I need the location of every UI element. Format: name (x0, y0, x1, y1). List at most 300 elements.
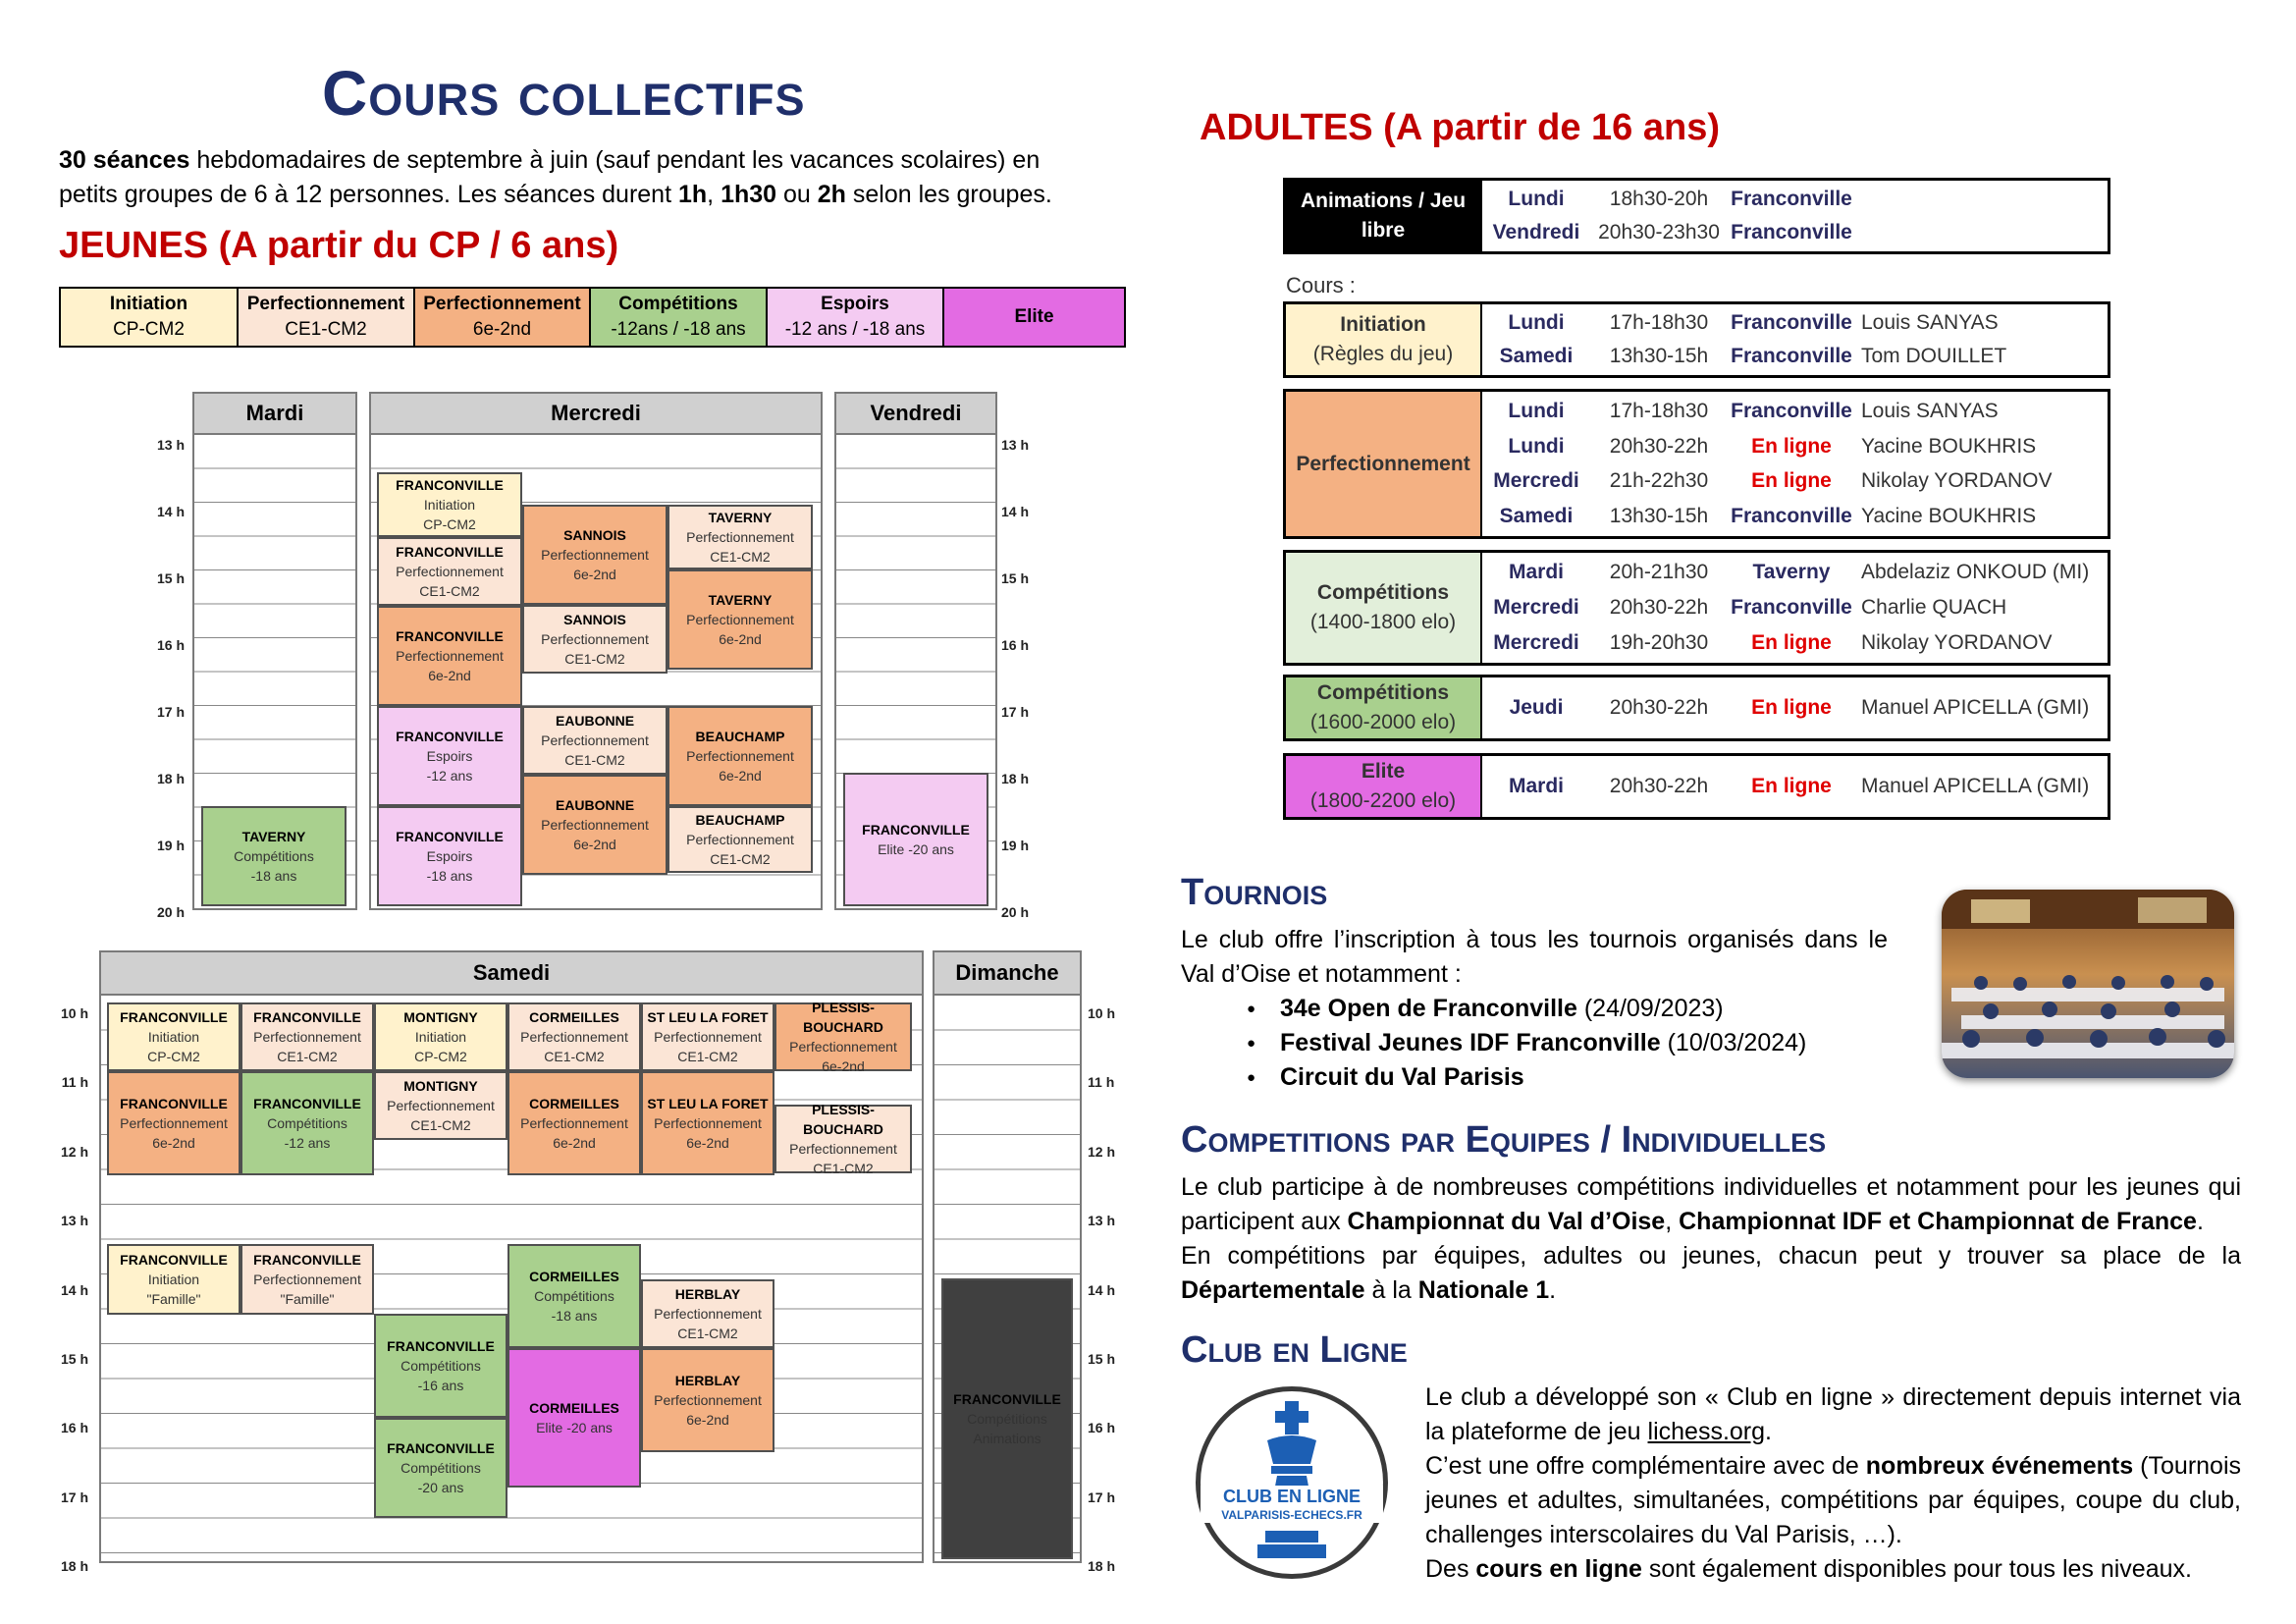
course-level: Perfectionnement (654, 1392, 762, 1408)
legend-sub: CP-CM2 (113, 319, 185, 340)
row-day: Mercredi (1493, 469, 1579, 493)
adult-course-group (1283, 389, 2110, 539)
course-block[interactable] (941, 1278, 1073, 1559)
lichess-link[interactable]: lichess.org (1647, 1418, 1766, 1445)
level-legend (59, 287, 1126, 348)
row-teacher: Nikolay YORDANOV (1861, 469, 2053, 493)
course-location: FRANCONVILLE (862, 822, 970, 838)
legend-sub: 6e-2nd (472, 319, 532, 340)
course-level: Elite -20 ans (536, 1420, 613, 1435)
group-elo: (1800-2200 elo) (1309, 789, 1457, 812)
row-time: 17h-18h30 (1609, 399, 1709, 422)
tournament-item (1229, 1026, 1877, 1060)
day-samedi: Samedi (99, 950, 924, 996)
course-level: Initiation (423, 497, 476, 513)
course-level: Initiation (147, 1029, 200, 1045)
row-day: Mercredi (1493, 631, 1579, 654)
course-level: Initiation (414, 1029, 467, 1045)
course-level: Perfectionnement (387, 1098, 495, 1113)
row-day: Lundi (1508, 434, 1565, 458)
group-elo: (1600-2000 elo) (1309, 711, 1457, 733)
hour-label: 14 h (1088, 1281, 1116, 1298)
row-place: Franconville (1731, 311, 1852, 334)
adultes-title: ADULTES (A partir de 16 ans) (1200, 107, 1720, 148)
legend-item (768, 289, 944, 346)
legend-title: Espoirs (821, 294, 889, 314)
course-location: FRANCONVILLE (396, 544, 504, 560)
course-level: Perfectionnement (120, 1115, 228, 1131)
row-time: 20h30-22h (1609, 775, 1709, 797)
course-block[interactable] (522, 706, 667, 775)
course-group: 6e-2nd (822, 1058, 865, 1074)
course-group: -18 ans (426, 868, 473, 884)
adult-course-group (1283, 753, 2110, 820)
course-location: ST LEU LA FORET (647, 1009, 769, 1025)
row-time: 21h-22h30 (1609, 469, 1709, 493)
row-day: Mercredi (1493, 596, 1579, 619)
group-label (1286, 756, 1482, 817)
row-day: Mardi (1508, 775, 1564, 797)
course-location: ST LEU LA FORET (647, 1096, 769, 1111)
course-location: EAUBONNE (555, 713, 635, 729)
competitions-title: Competitions par Equipes / Individuelles (1181, 1119, 1827, 1161)
row-time: 20h30-22h (1609, 696, 1709, 719)
group-title: Compétitions (1316, 681, 1450, 704)
course-group: CE1-CM2 (564, 651, 625, 667)
row-day: Vendredi (1492, 221, 1580, 244)
group-rows (1482, 677, 2108, 738)
course-level: Compétitions (234, 848, 314, 864)
course-level: Perfectionnement (541, 732, 649, 748)
course-location: FRANCONVILLE (387, 1338, 495, 1354)
course-level: Compétitions (400, 1358, 481, 1374)
animations-table (1283, 178, 2110, 254)
course-location: TAVERNY (708, 510, 773, 525)
row-place: Taverny (1752, 561, 1831, 583)
tournament-name: Circuit du Val Parisis (1280, 1063, 1524, 1091)
hour-label: 19 h (1001, 838, 1030, 853)
hour-label: 11 h (61, 1074, 88, 1091)
hour-label: 13 h (1001, 437, 1030, 453)
course-group: CE1-CM2 (419, 583, 480, 599)
course-location: BEAUCHAMP (695, 812, 785, 828)
group-label (1286, 304, 1482, 375)
course-block[interactable] (374, 1418, 507, 1518)
course-group: CE1-CM2 (544, 1049, 605, 1064)
day-mardi: Mardi (192, 392, 357, 435)
course-group: 6e-2nd (719, 631, 762, 647)
course-level: Espoirs (426, 848, 473, 864)
course-level: Perfectionnement (520, 1115, 628, 1131)
schedule-row (1482, 432, 2108, 461)
schedule-row (1482, 693, 2108, 723)
course-block[interactable] (107, 1071, 240, 1175)
course-location: SANNOIS (563, 612, 626, 627)
competitions-text: Le club participe à de nombreuses compétitions individuelles et notamment pour les jeunes qui participent aux Championnat du Val d’Oise, Championnat IDF et Championnat de France. En compétitions par équipes, adultes ou jeunes, chacun peut y trouver sa place de la Départementale à la Nationale 1. (1181, 1173, 2241, 1304)
course-block[interactable] (641, 1071, 774, 1175)
tournois-list (1229, 992, 1877, 1095)
course-level: Elite -20 ans (878, 841, 954, 857)
row-teacher: Yacine BOUKHRIS (1861, 434, 2037, 458)
course-block[interactable] (522, 775, 667, 875)
row-teacher: Manuel APICELLA (GMI) (1861, 775, 2090, 797)
course-level: Perfectionnement (253, 1029, 361, 1045)
course-block[interactable] (641, 1348, 774, 1452)
schedule-row (1482, 628, 2108, 658)
course-block[interactable] (641, 1002, 774, 1071)
course-block[interactable] (377, 472, 522, 537)
row-place: Franconville (1731, 505, 1852, 528)
hour-label: 14 h (1001, 504, 1030, 519)
hour-label: 18 h (60, 1558, 88, 1575)
day-mercredi: Mercredi (369, 392, 823, 435)
course-group: CP-CM2 (147, 1049, 200, 1064)
row-day: Samedi (1499, 505, 1574, 528)
row-day: Jeudi (1509, 696, 1564, 719)
hour-label: 11 h (1088, 1074, 1115, 1091)
day-dimanche: Dimanche (933, 950, 1082, 996)
course-block[interactable] (240, 1071, 374, 1175)
course-level: Perfectionnement (686, 529, 794, 545)
hour-label: 13 h (156, 437, 185, 453)
course-location: SANNOIS (563, 527, 626, 543)
course-block[interactable] (522, 605, 667, 674)
king-icon (1201, 1391, 1383, 1574)
course-group: 6e-2nd (573, 837, 616, 852)
legend-title: Elite (1014, 306, 1054, 327)
legend-item (239, 289, 415, 346)
legend-title: Initiation (109, 294, 188, 314)
course-location: FRANCONVILLE (253, 1096, 361, 1111)
tournois-title: Tournois (1181, 872, 1328, 913)
hour-label: 17 h (60, 1489, 88, 1505)
schedule-row (1482, 502, 2108, 531)
course-level: Perfectionnement (686, 612, 794, 627)
row-place: Franconville (1731, 345, 1852, 367)
schedule-row (1482, 466, 2108, 496)
course-level: Compétitions (267, 1115, 347, 1131)
course-level: Perfectionnement (541, 817, 649, 833)
course-group: CE1-CM2 (710, 851, 771, 867)
course-group: 6e-2nd (152, 1135, 195, 1151)
course-group: Animations (973, 1431, 1041, 1446)
legend-title: Perfectionnement (246, 294, 405, 314)
course-block[interactable] (377, 706, 522, 806)
row-time: 20h30-22h (1609, 434, 1709, 458)
group-title: Elite (1361, 760, 1406, 783)
schedule-row (1482, 185, 2108, 214)
page-title: Cours collectifs (322, 58, 806, 129)
hour-label: 15 h (156, 570, 185, 586)
group-title: Compétitions (1316, 581, 1450, 604)
course-block[interactable] (377, 806, 522, 906)
hour-label: 18 h (156, 771, 185, 786)
course-block[interactable] (374, 1002, 507, 1071)
hour-label: 17 h (1088, 1489, 1116, 1505)
legend-item (944, 289, 1124, 346)
row-teacher: Tom DOUILLET (1861, 345, 2007, 367)
schedule-row (1482, 772, 2108, 801)
row-teacher: Louis SANYAS (1861, 311, 1999, 334)
course-location: CORMEILLES (529, 1269, 619, 1284)
hour-label: 12 h (1088, 1143, 1116, 1160)
course-block[interactable] (667, 505, 813, 569)
row-teacher: Louis SANYAS (1861, 399, 1999, 422)
course-level: Perfectionnement (686, 748, 794, 764)
course-location: HERBLAY (674, 1373, 741, 1388)
course-block[interactable] (377, 537, 522, 606)
row-place: En ligne (1751, 775, 1832, 797)
course-location: FRANCONVILLE (253, 1252, 361, 1268)
animations-rows (1482, 181, 2108, 251)
group-rows (1482, 304, 2108, 375)
course-level: Perfectionnement (654, 1306, 762, 1322)
course-group: 6e-2nd (686, 1412, 729, 1428)
schedule-row (1482, 308, 2108, 338)
schedule-row (1482, 593, 2108, 623)
course-level: Perfectionnement (686, 832, 794, 847)
row-teacher: Manuel APICELLA (GMI) (1861, 696, 2090, 719)
course-group: -18 ans (250, 868, 297, 884)
legend-sub: -12 ans / -18 ans (784, 319, 926, 340)
club-logo-url: VALPARISIS-ECHECS.FR (1201, 1507, 1383, 1523)
row-teacher: Abdelaziz ONKOUD (MI) (1861, 561, 2090, 583)
schedule-row (1482, 218, 2108, 247)
row-place: En ligne (1751, 469, 1832, 493)
row-place: En ligne (1751, 434, 1832, 458)
row-time: 20h-21h30 (1609, 561, 1709, 583)
tournament-date: (10/03/2024) (1660, 1029, 1807, 1056)
hour-label: 16 h (1001, 637, 1030, 653)
course-block[interactable] (507, 1071, 641, 1175)
course-block[interactable] (107, 1244, 240, 1315)
group-label (1286, 677, 1482, 738)
legend-item (591, 289, 768, 346)
cours-label: Cours : (1286, 273, 1356, 298)
group-rows (1482, 756, 2108, 817)
course-level: Perfectionnement (396, 648, 504, 664)
hour-label: 13 h (60, 1213, 88, 1229)
hour-label: 12 h (60, 1143, 88, 1160)
row-time: 20h30-23h30 (1598, 221, 1720, 244)
course-block[interactable] (667, 706, 813, 806)
course-location: FRANCONVILLE (120, 1096, 228, 1111)
row-place: Franconville (1731, 188, 1852, 210)
course-level: Perfectionnement (253, 1272, 361, 1287)
course-location: TAVERNY (241, 829, 306, 844)
course-level: Perfectionnement (789, 1141, 897, 1157)
course-block[interactable] (667, 806, 813, 873)
hour-label: 20 h (156, 904, 185, 920)
course-block[interactable] (201, 806, 347, 906)
schedule-row (1482, 397, 2108, 426)
hour-label: 10 h (1088, 1005, 1116, 1021)
row-teacher: Nikolay YORDANOV (1861, 631, 2053, 654)
club-logo-text: CLUB EN LIGNE (1201, 1486, 1383, 1507)
tournament-photo (1942, 890, 2234, 1078)
course-location: FRANCONVILLE (953, 1391, 1061, 1407)
course-location: EAUBONNE (555, 797, 635, 813)
course-level: Compétitions (534, 1288, 614, 1304)
course-group: 6e-2nd (573, 567, 616, 582)
course-location: CORMEILLES (529, 1096, 619, 1111)
course-block[interactable] (507, 1002, 641, 1071)
course-level: Perfectionnement (396, 564, 504, 579)
row-time: 20h30-22h (1609, 596, 1709, 619)
course-location: MONTIGNY (403, 1078, 478, 1094)
course-group: "Famille" (280, 1291, 335, 1307)
course-group: -16 ans (417, 1378, 464, 1393)
course-block[interactable] (843, 773, 988, 906)
legend-title: Perfectionnement (423, 294, 581, 314)
hour-label: 15 h (60, 1351, 88, 1367)
hour-label: 14 h (156, 504, 185, 519)
hour-label: 17 h (156, 704, 185, 720)
course-location: MONTIGNY (403, 1009, 478, 1025)
course-block[interactable] (507, 1244, 641, 1348)
course-block[interactable] (374, 1314, 507, 1418)
tournament-name: Festival Jeunes IDF Franconville (1280, 1029, 1661, 1056)
row-day: Mardi (1508, 561, 1564, 583)
hour-label: 16 h (60, 1420, 88, 1436)
course-block[interactable] (240, 1002, 374, 1071)
hour-label: 15 h (1088, 1351, 1116, 1367)
hour-label: 18 h (1001, 771, 1030, 786)
hour-label: 16 h (1088, 1420, 1116, 1436)
group-title: Perfectionnement (1296, 452, 1470, 475)
row-place: Franconville (1731, 399, 1852, 422)
course-block[interactable] (774, 1102, 912, 1176)
hour-label: 17 h (1001, 704, 1030, 720)
course-location: FRANCONVILLE (396, 628, 504, 644)
legend-title: Compétitions (618, 294, 738, 314)
group-rows (1482, 553, 2108, 663)
course-block[interactable] (507, 1348, 641, 1488)
tournament-item (1229, 1060, 1877, 1095)
tournament-name: 34e Open de Franconville (1280, 995, 1577, 1022)
hour-label: 15 h (1001, 570, 1030, 586)
course-group: CP-CM2 (423, 516, 476, 532)
course-level: Compétitions (967, 1411, 1047, 1427)
animations-label: Animations / Jeu libre (1286, 181, 1482, 251)
row-day: Samedi (1499, 345, 1574, 367)
course-location: FRANCONVILLE (387, 1440, 495, 1456)
course-group: -12 ans (284, 1135, 331, 1151)
row-day: Lundi (1508, 399, 1565, 422)
course-block[interactable] (377, 606, 522, 706)
hour-label: 20 h (1001, 904, 1030, 920)
hour-label: 10 h (60, 1005, 88, 1021)
hour-label: 13 h (1088, 1213, 1116, 1229)
course-location: HERBLAY (674, 1286, 741, 1302)
course-group: -20 ans (417, 1480, 464, 1495)
course-location: PLESSIS-BOUCHARD (803, 1102, 883, 1137)
course-location: FRANCONVILLE (396, 829, 504, 844)
course-block[interactable] (107, 1002, 240, 1071)
course-location: FRANCONVILLE (396, 477, 504, 493)
course-level: Compétitions (400, 1460, 481, 1476)
course-group: -12 ans (426, 768, 473, 784)
course-block[interactable] (522, 505, 667, 605)
row-time: 19h-20h30 (1609, 631, 1709, 654)
course-group: CE1-CM2 (677, 1049, 738, 1064)
course-location: FRANCONVILLE (396, 729, 504, 744)
course-block[interactable] (667, 569, 813, 670)
course-level: Perfectionnement (789, 1039, 897, 1055)
legend-item (61, 289, 239, 346)
course-group: -18 ans (551, 1308, 598, 1324)
schedule-row (1482, 558, 2108, 587)
course-block[interactable] (240, 1244, 374, 1315)
row-time: 17h-18h30 (1609, 311, 1709, 334)
legend-item (415, 289, 591, 346)
hour-label: 18 h (1088, 1558, 1116, 1575)
jeunes-title: JEUNES (A partir du CP / 6 ans) (59, 225, 619, 266)
course-block[interactable] (374, 1071, 507, 1140)
row-day: Lundi (1508, 311, 1565, 334)
adult-course-group (1283, 675, 2110, 741)
course-group: CP-CM2 (414, 1049, 467, 1064)
tournament-date: (24/09/2023) (1576, 995, 1724, 1022)
course-group: CE1-CM2 (277, 1049, 338, 1064)
group-label (1286, 553, 1482, 663)
course-block[interactable] (774, 1000, 912, 1074)
course-level: Perfectionnement (654, 1029, 762, 1045)
course-group: CE1-CM2 (564, 752, 625, 768)
group-elo: (Règles du jeu) (1312, 343, 1454, 365)
row-teacher: Charlie QUACH (1861, 596, 2007, 619)
course-group: CE1-CM2 (710, 549, 771, 565)
row-place: Franconville (1731, 596, 1852, 619)
hour-label: 14 h (60, 1281, 88, 1298)
legend-sub: CE1-CM2 (285, 319, 367, 340)
course-location: CORMEILLES (529, 1009, 619, 1025)
hour-label: 16 h (156, 637, 185, 653)
row-place: En ligne (1751, 631, 1832, 654)
course-location: FRANCONVILLE (253, 1009, 361, 1025)
course-group: CE1-CM2 (813, 1161, 874, 1176)
row-time: 18h30-20h (1609, 188, 1709, 210)
tournament-item (1229, 992, 1877, 1026)
course-level: Initiation (147, 1272, 200, 1287)
course-group: 6e-2nd (686, 1135, 729, 1151)
club-logo (1196, 1386, 1388, 1579)
group-rows (1482, 392, 2108, 536)
course-location: PLESSIS-BOUCHARD (803, 1000, 883, 1035)
row-day: Lundi (1508, 188, 1565, 210)
course-location: TAVERNY (708, 592, 773, 608)
club-text: Le club a développé son « Club en ligne » directement depuis internet via la plateforme de jeu lichess.org. C’est une offre complémentaire avec de nombreux événements (Tournois jeunes et adultes, simultanées, compétitions par équipes, coupe du club, challenges interscolaires du Val Parisis, …). Des cours en ligne sont également disponibles pour tous les niveaux. (1425, 1383, 2242, 1583)
course-location: FRANCONVILLE (120, 1009, 228, 1025)
course-level: Perfectionnement (520, 1029, 628, 1045)
group-elo: (1400-1800 elo) (1309, 611, 1457, 633)
adult-course-group (1283, 301, 2110, 378)
course-location: CORMEILLES (529, 1400, 619, 1416)
row-teacher: Yacine BOUKHRIS (1861, 505, 2037, 528)
intro-text: 30 séances hebdomadaires de septembre à juin (sauf pendant les vacances scolaires) en petits groupes de 6 à 12 personnes. Les séances durent 1h, 1h30 ou 2h selon les groupes. (59, 146, 1052, 208)
adult-course-group (1283, 550, 2110, 666)
course-group: CE1-CM2 (410, 1117, 471, 1133)
course-block[interactable] (641, 1279, 774, 1348)
group-label (1286, 392, 1482, 536)
day-vendredi: Vendredi (834, 392, 997, 435)
schedule-row (1482, 342, 2108, 371)
club-title: Club en Ligne (1181, 1329, 1408, 1371)
tournois-text: Le club offre l’inscription à tous les tournois organisés dans le Val d’Oise et notamment : (1181, 926, 1888, 988)
row-time: 13h30-15h (1609, 505, 1709, 528)
course-group: 6e-2nd (553, 1135, 596, 1151)
legend-sub: -12ans / -18 ans (611, 319, 746, 340)
